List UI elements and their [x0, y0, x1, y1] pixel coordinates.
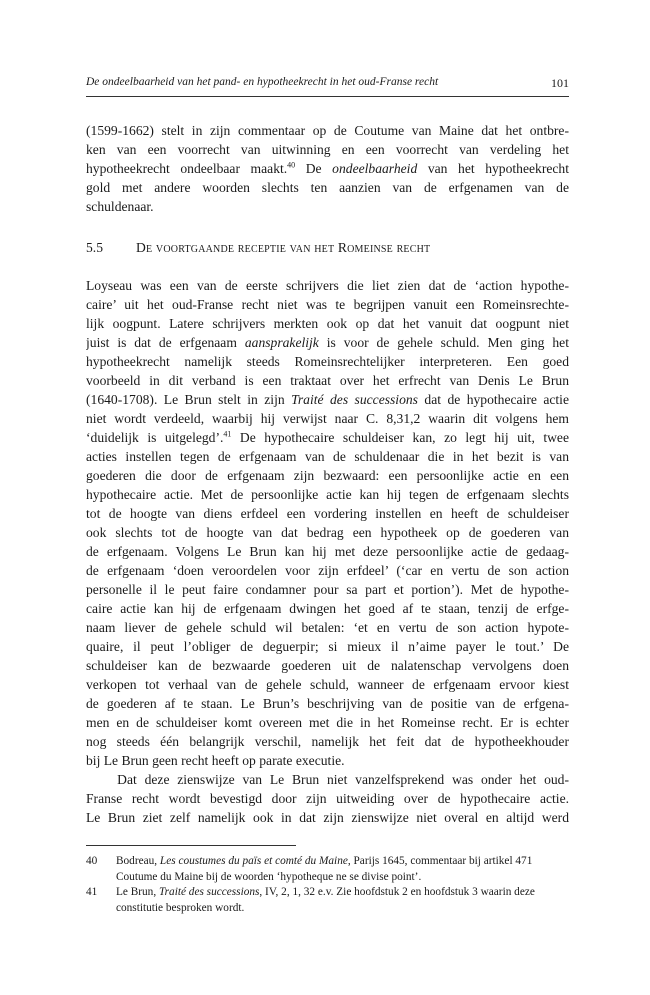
- text-line: gold met andere woorden slechts ten aanzien van de erfgenamen van de: [86, 180, 569, 195]
- footnote-41: [86, 885, 569, 916]
- text-line: Dat deze zienswijze van Le Brun niet vanzelfsprekend was onder het oud-: [86, 772, 569, 787]
- footnote-ref-41[interactable]: 41: [223, 429, 232, 439]
- text-line: caire’ uit het oud-Franse recht niet was te begrijpen vanuit een Romeinsrechte-: [86, 297, 569, 312]
- text-line: lijk oogpunt. Latere schrijvers merkten ook op dat het vanuit dat oogpunt niet: [86, 316, 569, 331]
- footnote-number: 41: [86, 886, 98, 898]
- text-line: (1599-1662) stelt in zijn commentaar op de Coutume van Maine dat het ontbre-: [86, 123, 569, 138]
- text-line: hypothecaire actie. Met de persoonlijke actie kan hij tegen de erfgenaam slechts: [86, 487, 569, 502]
- text-line: voorbeeld in dit verband is een traktaat over het erfrecht van Denis Le Brun: [86, 373, 569, 388]
- footnote-40: [86, 854, 569, 885]
- text-line: caire actie kan hij de erfgenaam dwingen het goed af te staan, tenzij de erfge-: [86, 601, 569, 616]
- text-line: de erfgenaam ‘doen veroordelen voor zijn erfdeel’ (‘car en vertu de son action: [86, 563, 569, 578]
- page-number: 101: [551, 76, 569, 90]
- text-line: ken van een voorrecht van uitwinning en een voorrecht van verdeling het: [86, 142, 569, 157]
- footnote-line: constitutie besproken wordt.: [116, 901, 245, 914]
- text-line: (1640-1708). Le Brun stelt in zijn Traité des successions dat de hypothecaire actie: [86, 392, 569, 407]
- running-head: De ondeelbaarheid van het pand- en hypotheekrecht in het oud-Franse recht: [86, 76, 439, 88]
- footnote-rule: [86, 845, 296, 846]
- text-line: hypotheekrecht ondeelbaar maakt.$^{40}$ De ondeelbaarheid van het hypotheekrecht: [86, 160, 569, 176]
- text-line: goederen die door de erfgenaam zijn bezwaard: een persoonlijke actie en een: [86, 468, 569, 483]
- header-rule: [86, 96, 569, 97]
- text-line: tot de hoogte van diens erfdeel een vordering instellen en heeft de schuldeiser: [86, 506, 569, 521]
- footnote-line: Bodreau, Les coustumes du païs et comté du Maine, Parijs 1645, commentaar bij artikel 471: [116, 855, 533, 867]
- text-line: Le Brun ziet zelf namelijk ook in dat zijn zienswijze niet overal en altijd werd: [86, 810, 569, 825]
- text-line: niet wordt verdeeld, waarbij hij verwijst naar C. 8,31,2 waarin dit volgens hem: [86, 411, 569, 426]
- text-line: quaire, il peut l’obliger de deguerpir; si mieux il n’aime payer le tout.’ De: [86, 639, 569, 654]
- text-line: acties instellen tegen de erfgenaam van de schuldenaar die in het bezit is van: [86, 449, 569, 464]
- section-number: 5.5: [86, 240, 103, 255]
- text-line: nog steeds één belangrijk verschil, namelijk het feit dat de hypotheekhouder: [86, 734, 569, 749]
- text-line: de erfgenaam. Volgens Le Brun kan hij met deze persoonlijke actie de gedaag-: [86, 544, 569, 559]
- footnote-ref-40[interactable]: 40: [287, 160, 296, 170]
- text-line: de goederen af te staan. Le Brun’s beschrijving van de positie van de erfgena-: [86, 696, 569, 711]
- text-line: naam liever de gehele schuld wil betalen: ‘et en vertu de son action hypote-: [86, 620, 569, 635]
- text-line: ‘duidelijk is uitgelegd’.$^{41}$ De hypothecaire schuldeiser kan, zo legt hij uit, twee: [86, 429, 569, 445]
- text-line: personelle il le peut faire condamner pour sa part et portion’). Met de hypothe-: [86, 582, 569, 597]
- paragraph-body: [86, 276, 569, 827]
- text-line: ook slechts tot de hoogte van dat bedrag een hypotheek op de goederen van: [86, 525, 569, 540]
- text-line: juist is dat de erfgenaam aansprakelijk is voor de gehele schuld. Men ging het: [86, 335, 569, 350]
- text-line: schuldenaar.: [86, 199, 154, 214]
- text-line: Franse recht wordt bevestigd door zijn uitweiding over de hypothecaire actie.: [86, 791, 569, 806]
- footnote-number: 40: [86, 855, 98, 867]
- text-line: schuldeiser kan de bezwaarde goederen uit de nalatenschap vervolgens doen: [86, 658, 569, 673]
- text-line: bij Le Brun geen recht heeft op parate executie.: [86, 753, 345, 768]
- section-heading: [86, 240, 430, 256]
- footnotes: [86, 854, 569, 916]
- running-header: [86, 76, 569, 94]
- text-line: verkopen tot verhaal van de gehele schuld, wanneer de erfgenaam ervoor kiest: [86, 677, 569, 692]
- footnote-line: Le Brun, Traité des successions, IV, 2, 1, 32 e.v. Zie hoofdstuk 2 en hoofdstuk 3 waarin deze: [116, 886, 535, 898]
- section-title: De voortgaande receptie van het Romeinse recht: [136, 240, 431, 255]
- text-line: Loyseau was een van de eerste schrijvers die liet zien dat de ‘action hypothe-: [86, 278, 569, 293]
- text-line: hypotheekrecht namelijk steeds Romeinsrechtelijker interpreteren. Een goed: [86, 354, 569, 369]
- text-line: men en de schuldeiser komt overeen met die in het Romeinse recht. Er is echter: [86, 715, 569, 730]
- footnote-line: Coutume du Maine bij de woorden ‘hypotheque ne se divise point’.: [116, 870, 422, 883]
- paragraph-continued: [86, 121, 569, 216]
